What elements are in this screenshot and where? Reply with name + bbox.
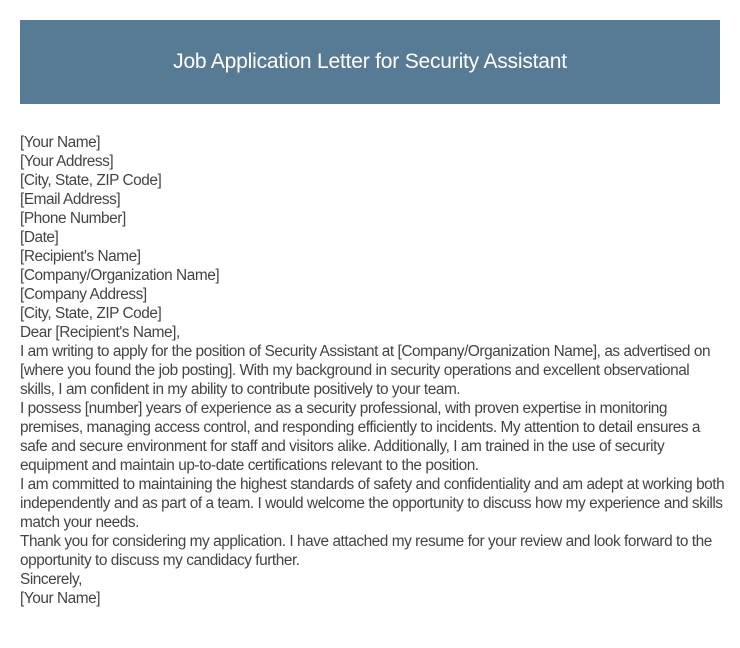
- recipient-address: [Company Address]: [20, 286, 147, 303]
- closing: Sincerely,: [20, 571, 82, 588]
- recipient-company: [Company/Organization Name]: [20, 267, 220, 284]
- letter-body: [20, 133, 725, 608]
- sender-phone: [Phone Number]: [20, 210, 126, 227]
- paragraph-thanks: Thank you for considering my application. I have attached my resume for your review and look forward to the opportunity to discuss my candidacy further.: [20, 533, 712, 569]
- paragraph-commitment: I am committed to maintaining the highest standards of safety and confidentiality and am adept at working both independently and as part of a team. I would welcome the opportunity to discuss how my experience and skills match your needs.: [20, 476, 725, 531]
- sender-address: [Your Address]: [20, 153, 114, 170]
- signature: [Your Name]: [20, 590, 101, 607]
- sender-email: [Email Address]: [20, 191, 121, 208]
- sender-name: [Your Name]: [20, 134, 101, 151]
- salutation: Dear [Recipient's Name],: [20, 324, 180, 341]
- paragraph-intro: I am writing to apply for the position of Security Assistant at [Company/Organization Name], as advertised on [where you found the job posting]. With my background in security operations and excellent observational skills, I am confident in my ability to contribute positively to your team.: [20, 343, 711, 398]
- recipient-city-state-zip: [City, State, ZIP Code]: [20, 305, 162, 322]
- paragraph-experience: I possess [number] years of experience as a security professional, with proven expertise in monitoring premises, managing access control, and responding efficiently to incidents. My attention to detail ensures a safe and secure environment for staff and visitors alike. Additionally, I am trained in the use of security equipment and maintain up-to-date certifications relevant to the position.: [20, 400, 701, 474]
- recipient-name: [Recipient's Name]: [20, 248, 141, 265]
- page-title: Job Application Letter for Security Assistant: [173, 50, 567, 73]
- title-banner: [20, 20, 720, 104]
- letter-date: [Date]: [20, 229, 59, 246]
- sender-city-state-zip: [City, State, ZIP Code]: [20, 172, 162, 189]
